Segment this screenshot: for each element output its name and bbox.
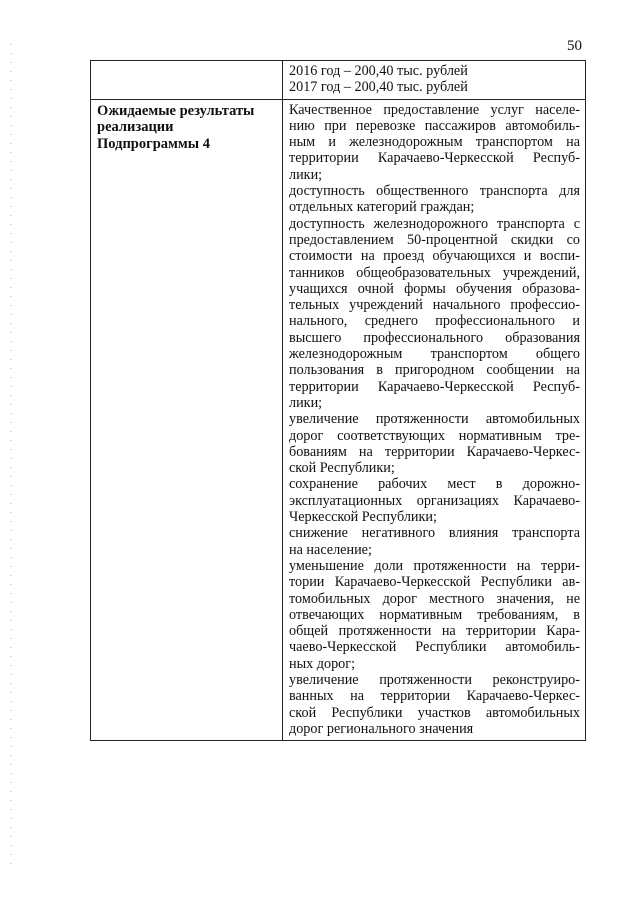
result-line: уменьшение доли протяженности на терри- <box>289 557 580 574</box>
result-line: стоимости на проезд обучающихся и воспи- <box>289 248 580 265</box>
result-item <box>289 183 580 216</box>
expected-results-label-line: Подпрограммы 4 <box>97 135 210 152</box>
result-item <box>289 525 580 558</box>
result-line: увеличение протяженности автомобильных <box>289 411 580 428</box>
result-line: дорог соответствующих нормативным тре- <box>289 427 580 444</box>
result-line: танников общеобразовательных учреждений, <box>289 264 580 281</box>
result-line: предоставлением 50-процентной скидки со <box>289 231 580 248</box>
result-line: Качественное предоставление услуг населе- <box>289 101 580 118</box>
result-line: пользования в пригородном сообщении на <box>289 362 580 379</box>
result-line: тельных учреждений начального профессио- <box>289 297 580 314</box>
result-line: высшего профессионального образования <box>289 329 580 346</box>
result-line: лики; <box>289 166 323 183</box>
expected-results-text-cell <box>283 100 585 741</box>
result-line: нального, среднего профессионального и <box>289 313 580 330</box>
result-line: дорог регионального значения <box>289 720 474 737</box>
result-line: ванных на территории Карачаево-Черкес- <box>289 688 580 705</box>
result-line: бованиям на территории Карачаево-Черкес- <box>289 443 580 460</box>
table-row-expected-results <box>91 99 585 741</box>
result-line: ской Республики участков автомобильных <box>289 704 580 721</box>
result-line: доступность общественного транспорта для <box>289 183 580 200</box>
expected-results-list <box>289 102 580 738</box>
result-line: Черкесской Республики; <box>289 509 437 526</box>
result-line: снижение негативного влияния транспорта <box>289 525 580 542</box>
result-line: общей протяженности на территории Кара- <box>289 623 580 640</box>
result-item <box>289 102 580 183</box>
result-line: учащихся очной формы обучения образова- <box>289 280 580 297</box>
result-line: отвечающих нормативным требованиям, в <box>289 606 580 623</box>
result-line: железнодорожным транспортом общего <box>289 346 580 363</box>
expected-results-label-line: Ожидаемые результаты <box>97 102 255 119</box>
result-item <box>289 411 580 476</box>
expected-results-label-cell <box>91 100 283 741</box>
funding-line-2016: 2016 год – 200,40 тыс. рублей <box>289 63 468 79</box>
result-line: территории Карачаево-Черкесской Респуб- <box>289 378 580 395</box>
result-item <box>289 558 580 672</box>
result-line: томобильных дорог местного значения, не <box>289 590 580 607</box>
funding-line-2017: 2017 год – 200,40 тыс. рублей <box>289 79 468 96</box>
result-line: доступность железнодорожного транспорта с <box>289 215 580 232</box>
page-number: 50 <box>567 38 582 54</box>
funding-label-cell <box>91 61 283 99</box>
result-line: на население; <box>289 541 372 558</box>
result-line: территории Карачаево-Черкесской Респуб- <box>289 150 580 167</box>
subprogram-table <box>90 60 586 741</box>
result-line: ным и железнодорожным транспортом на <box>289 134 580 151</box>
scan-margin-dots <box>10 40 12 865</box>
result-line: сохранение рабочих мест в дорожно- <box>289 476 580 493</box>
result-line: эксплуатационных организациях Карачаево- <box>289 492 580 509</box>
result-item <box>289 216 580 412</box>
expected-results-label-line: реализации <box>97 119 174 136</box>
result-line: тории Карачаево-Черкесской Республики ав- <box>289 574 580 591</box>
result-line: лики; <box>289 394 323 411</box>
result-line: чаево-Черкесской Республики автомобиль- <box>289 639 580 656</box>
result-line: ской Республики; <box>289 460 395 477</box>
funding-values-cell <box>283 61 585 99</box>
result-line: нию при перевозке пассажиров автомобиль- <box>289 117 580 134</box>
result-line: ных дорог; <box>289 655 356 672</box>
result-item <box>289 672 580 737</box>
result-line: отдельных категорий граждан; <box>289 199 475 216</box>
result-line: увеличение протяженности реконструиро- <box>289 671 580 688</box>
table-row-funding <box>91 61 585 99</box>
result-item <box>289 476 580 525</box>
